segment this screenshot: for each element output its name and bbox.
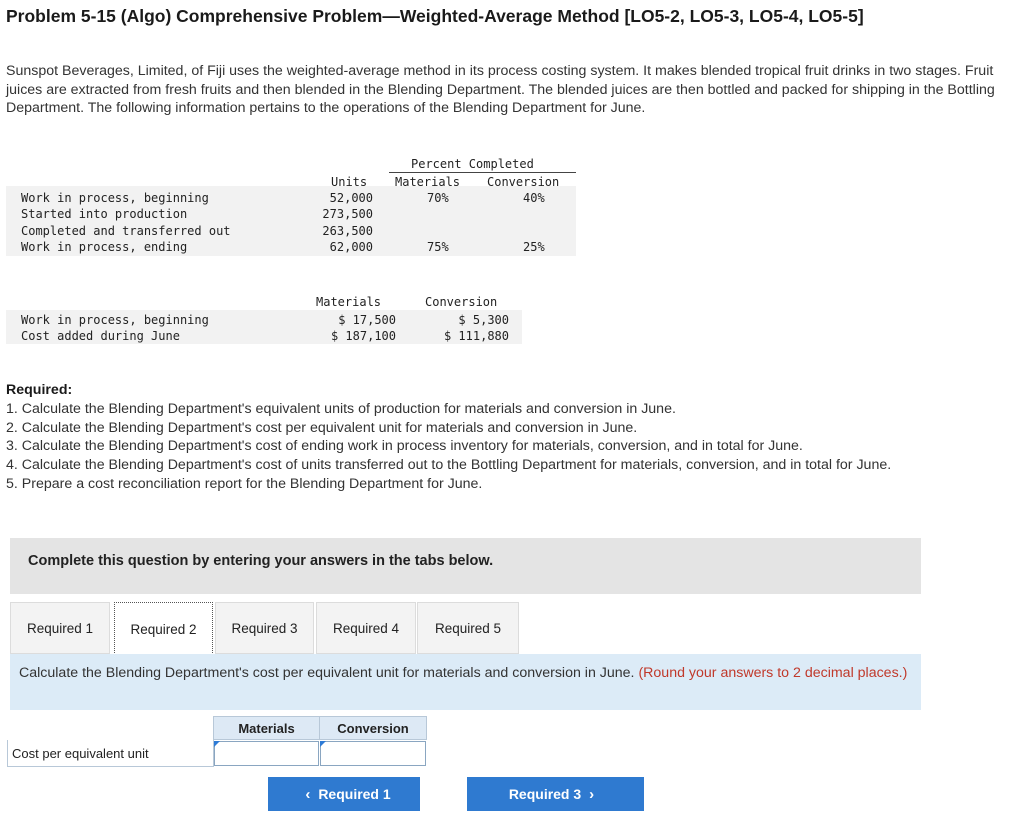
question-prompt xyxy=(10,654,921,710)
required-section xyxy=(6,381,1012,494)
required-item: 4. Calculate the Blending Department's cost of units transferred out to the Bottling Department for materials, conversion, and in total for June. xyxy=(6,457,892,474)
percent-completed-underline xyxy=(389,172,576,173)
cost-table xyxy=(6,294,522,344)
conversion-input-marker xyxy=(320,741,326,747)
row-units: 52,000 xyxy=(329,191,373,205)
cost-conversion-header: Conversion xyxy=(425,295,498,309)
answer-row-label: Cost per equivalent unit xyxy=(7,740,214,767)
next-required-button[interactable] xyxy=(467,777,644,811)
required-item: 1. Calculate the Blending Department's equivalent units of production for materials and conversion in June. xyxy=(6,400,676,417)
required-heading: Required: xyxy=(6,382,73,398)
prev-button-label: Required 1 xyxy=(318,786,391,802)
instructions-banner xyxy=(10,538,921,594)
units-col-header: Units xyxy=(331,175,368,189)
answer-materials-header: Materials xyxy=(213,716,320,740)
row-materials-pct: 70% xyxy=(427,191,449,205)
conversion-cost-per-unit-input[interactable] xyxy=(320,741,426,766)
required-item: 5. Prepare a cost reconciliation report for the Blending Department for June. xyxy=(6,475,483,492)
materials-col-header: Materials xyxy=(395,175,461,189)
cost-materials-header: Materials xyxy=(316,295,382,309)
row-conversion-pct: 40% xyxy=(523,191,545,205)
problem-intro: Sunspot Beverages, Limited, of Fiji uses the weighted-average method in its process costing system. It makes blended tropical fruit drinks in two stages. Fruit juices are extracted from fresh fruits and then blended in the Blending Department. The blended juices are then bottled and packed for shipping in the Bottling Department. The following information pertains to the operations of the Blending Department for June. xyxy=(6,63,995,116)
answer-conversion-header: Conversion xyxy=(319,716,427,740)
row-label: Work in process, beginning xyxy=(21,191,209,205)
required-item: 2. Calculate the Blending Department's cost per equivalent unit for materials and conversion in June. xyxy=(6,419,638,436)
row-conversion-pct: 25% xyxy=(523,240,545,254)
row-materials-pct: 75% xyxy=(427,240,449,254)
tab-required-4[interactable]: Required 4 xyxy=(316,602,416,654)
row-conversion-cost: $ 111,880 xyxy=(443,329,509,343)
row-label: Cost added during June xyxy=(21,329,180,343)
percent-completed-header: Percent Completed xyxy=(411,157,534,171)
row-materials-cost: $ 17,500 xyxy=(338,313,396,327)
conversion-col-header: Conversion xyxy=(487,175,560,189)
required-item: 3. Calculate the Blending Department's cost of ending work in process inventory for materials, conversion, and in total for June. xyxy=(6,438,803,455)
row-label: Work in process, ending xyxy=(21,240,188,254)
tab-required-2[interactable]: Required 2 xyxy=(114,602,213,655)
next-button-label: Required 3 xyxy=(508,786,582,802)
row-materials-cost: $ 187,100 xyxy=(330,329,396,343)
prev-required-button[interactable] xyxy=(268,777,420,811)
page-title: Problem 5-15 (Algo) Comprehensive Problem—Weighted-Average Method [LO5-2, LO5-3, LO5-4, LO5-5] xyxy=(6,6,864,26)
tab-required-3[interactable]: Required 3 xyxy=(215,602,314,654)
chevron-left-icon: ‹ xyxy=(305,785,311,803)
prompt-text: Calculate the Blending Department's cost per equivalent unit for materials and conversion in June. xyxy=(19,665,635,681)
materials-input-marker xyxy=(214,741,220,747)
rounding-note: (Round your answers to 2 decimal places.) xyxy=(638,665,908,681)
row-units: 273,500 xyxy=(322,207,373,221)
chevron-right-icon: › xyxy=(589,785,595,803)
row-label: Completed and transferred out xyxy=(21,224,231,238)
tab-required-5[interactable]: Required 5 xyxy=(417,602,519,654)
row-units: 263,500 xyxy=(322,224,373,238)
units-table xyxy=(6,155,576,256)
row-label: Work in process, beginning xyxy=(21,313,209,327)
row-conversion-cost: $ 5,300 xyxy=(458,313,509,327)
row-label: Started into production xyxy=(21,207,188,221)
tab-required-1[interactable]: Required 1 xyxy=(10,602,110,654)
materials-cost-per-unit-input[interactable] xyxy=(214,741,319,766)
instructions-text: Complete this question by entering your answers in the tabs below. xyxy=(28,553,494,569)
row-units: 62,000 xyxy=(329,240,373,254)
